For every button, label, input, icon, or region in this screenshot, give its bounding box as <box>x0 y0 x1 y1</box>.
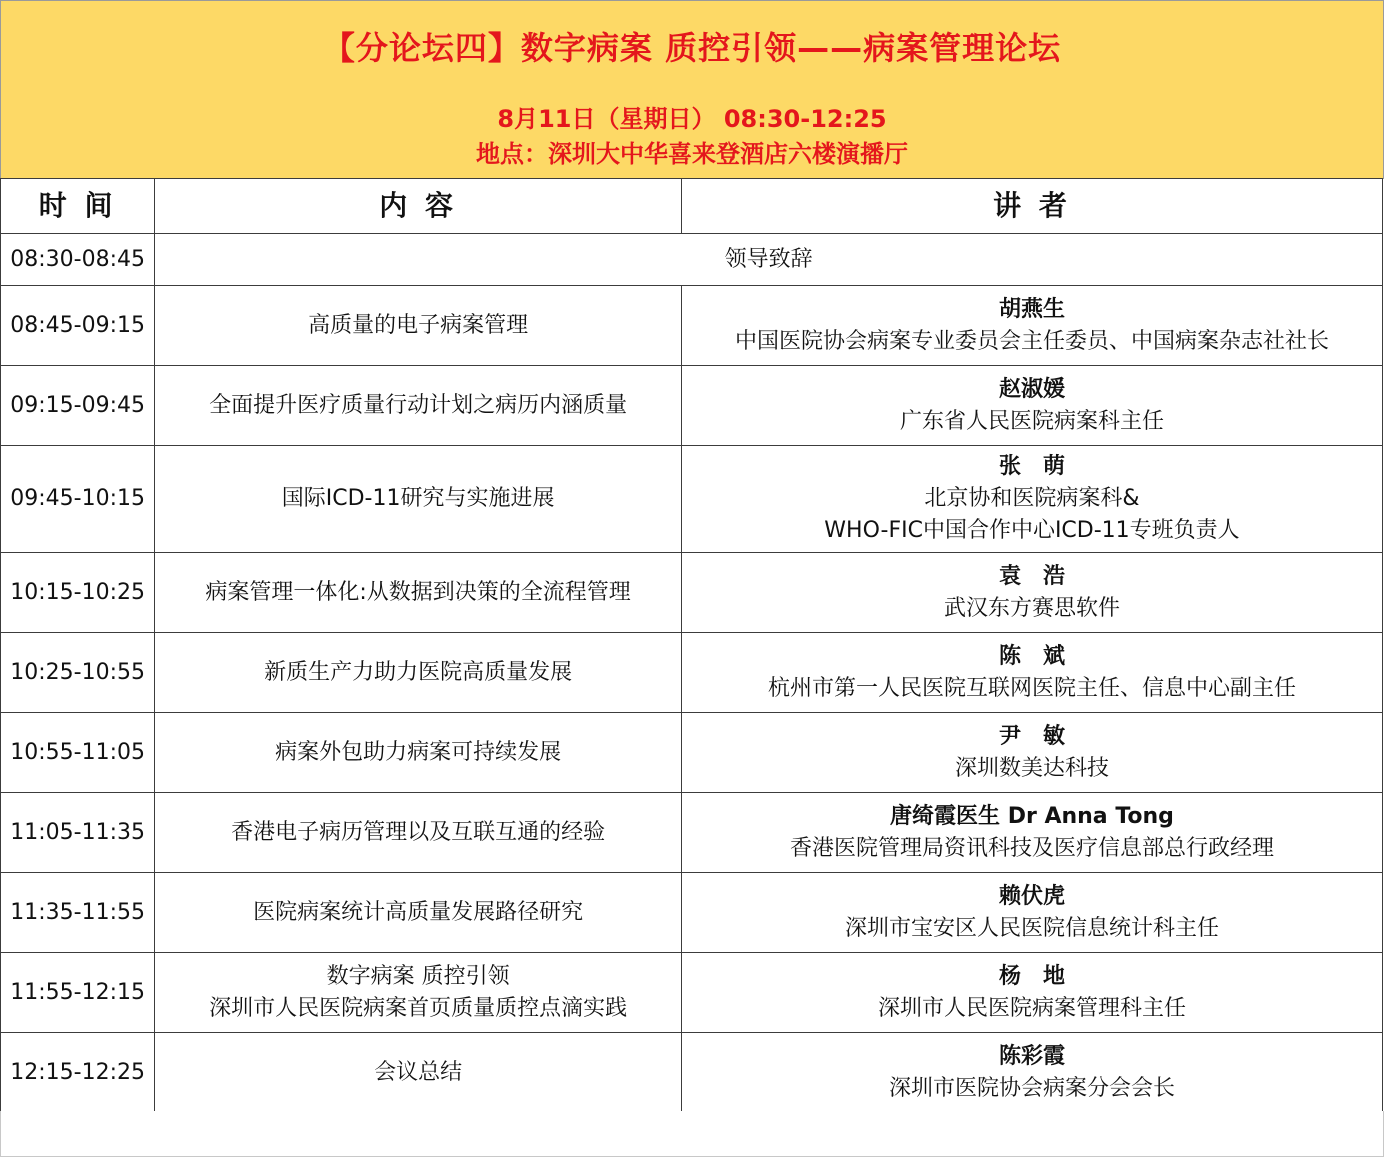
speaker-affiliation: 北京协和医院病案科& <box>924 486 1140 511</box>
column-header-topic: 内 容 <box>155 179 682 234</box>
speaker-name: 尹 敏 <box>998 723 1065 749</box>
session-speaker <box>681 873 1382 953</box>
session-speaker <box>681 553 1382 633</box>
agenda-row <box>1 873 1383 953</box>
speaker-affiliation: 深圳市医院协会病案分会会长 <box>888 1075 1175 1101</box>
session-time: 12:15-12:25 <box>1 1033 155 1113</box>
session-topic-line: 数字病案 质控引领 <box>326 963 510 989</box>
speaker-name: 陈 斌 <box>998 643 1065 669</box>
agenda-row <box>1 1033 1383 1113</box>
session-speaker <box>681 633 1382 713</box>
speaker-name: 唐绮霞医生 Dr Anna Tong <box>890 803 1174 829</box>
speaker-affiliation: 广东省人民医院病案科主任 <box>899 408 1164 434</box>
agenda-header <box>0 0 1384 179</box>
session-speaker <box>681 793 1382 873</box>
session-topic <box>155 366 682 446</box>
session-topic-line: 新质生产力助力医院高质量发展 <box>264 659 573 685</box>
agenda-row <box>1 713 1383 793</box>
session-topic <box>155 793 682 873</box>
forum-title: 【分论坛四】数字病案 质控引领——病案管理论坛 <box>322 29 1062 67</box>
session-topic <box>155 953 682 1033</box>
agenda-body <box>1 234 1383 1113</box>
speaker-name: 张 萌 <box>998 454 1065 479</box>
session-topic-line: 会议总结 <box>374 1059 463 1085</box>
agenda-row <box>1 446 1383 553</box>
session-speaker <box>681 713 1382 793</box>
session-topic <box>155 286 682 366</box>
agenda-row <box>1 286 1383 366</box>
column-header-time: 时 间 <box>1 179 155 234</box>
session-topic-line: 香港电子病历管理以及互联互通的经验 <box>231 819 606 845</box>
session-topic <box>155 633 682 713</box>
speaker-affiliation: 深圳市人民医院病案管理科主任 <box>877 995 1186 1021</box>
forum-date: 8月11日（星期日） 08:30-12:25 <box>497 105 887 133</box>
session-topic-line: 病案外包助力病案可持续发展 <box>275 739 562 765</box>
session-speaker <box>681 953 1382 1033</box>
session-speaker <box>681 366 1382 446</box>
speaker-affiliation: 深圳数美达科技 <box>954 755 1109 781</box>
speaker-name: 陈彩霞 <box>998 1043 1065 1069</box>
speaker-affiliation: 深圳市宝安区人民医院信息统计科主任 <box>844 915 1219 941</box>
session-speaker <box>681 286 1382 366</box>
session-topic-line: 医院病案统计高质量发展路径研究 <box>253 899 584 925</box>
session-time: 10:55-11:05 <box>1 713 155 793</box>
session-topic-line: 高质量的电子病案管理 <box>308 312 529 338</box>
session-topic <box>155 1033 682 1113</box>
agenda-table <box>0 178 1383 1113</box>
session-topic-line: 深圳市人民医院病案首页质量质控点滴实践 <box>209 995 628 1021</box>
speaker-name: 赖伏虎 <box>998 883 1065 909</box>
session-time: 11:35-11:55 <box>1 873 155 953</box>
agenda-row <box>1 633 1383 713</box>
agenda-row <box>1 366 1383 446</box>
speaker-affiliation: 中国医院协会病案专业委员会主任委员、中国病案杂志社社长 <box>734 328 1329 354</box>
session-topic-line: 国际ICD-11研究与实施进展 <box>281 486 555 511</box>
speaker-affiliation: 武汉东方赛思软件 <box>943 595 1120 621</box>
session-topic-line: 领导致辞 <box>724 246 813 272</box>
session-time: 10:15-10:25 <box>1 553 155 633</box>
speaker-affiliation: 杭州市第一人民医院互联网医院主任、信息中心副主任 <box>767 675 1296 701</box>
session-topic <box>155 234 1383 286</box>
session-time: 09:45-10:15 <box>1 446 155 553</box>
session-topic <box>155 553 682 633</box>
column-header-speaker: 讲 者 <box>681 179 1382 234</box>
session-speaker <box>681 1033 1382 1113</box>
speaker-name: 胡燕生 <box>998 296 1065 322</box>
session-time: 11:55-12:15 <box>1 953 155 1033</box>
session-topic <box>155 873 682 953</box>
agenda-header-row <box>1 179 1383 234</box>
session-time: 10:25-10:55 <box>1 633 155 713</box>
session-topic <box>155 713 682 793</box>
session-topic-line: 病案管理一体化:从数据到决策的全流程管理 <box>205 579 631 605</box>
session-speaker <box>681 446 1382 553</box>
forum-venue: 地点：深圳大中华喜来登酒店六楼演播厅 <box>476 140 908 168</box>
speaker-name: 袁 浩 <box>998 563 1065 589</box>
speaker-affiliation: 香港医院管理局资讯科技及医疗信息部总行政经理 <box>789 835 1274 861</box>
agenda-row <box>1 793 1383 873</box>
session-topic <box>155 446 682 553</box>
agenda-row <box>1 953 1383 1033</box>
agenda-row <box>1 234 1383 286</box>
speaker-affiliation: WHO-FIC中国合作中心ICD-11专班负责人 <box>824 518 1240 543</box>
agenda-row <box>1 553 1383 633</box>
speaker-name: 杨 地 <box>998 963 1065 989</box>
session-time: 11:05-11:35 <box>1 793 155 873</box>
session-topic-line: 全面提升医疗质量行动计划之病历内涵质量 <box>209 392 628 418</box>
bottom-margin-strip <box>0 1111 1384 1157</box>
speaker-name: 赵淑媛 <box>998 376 1065 402</box>
session-time: 09:15-09:45 <box>1 366 155 446</box>
session-time: 08:30-08:45 <box>1 234 155 286</box>
session-time: 08:45-09:15 <box>1 286 155 366</box>
